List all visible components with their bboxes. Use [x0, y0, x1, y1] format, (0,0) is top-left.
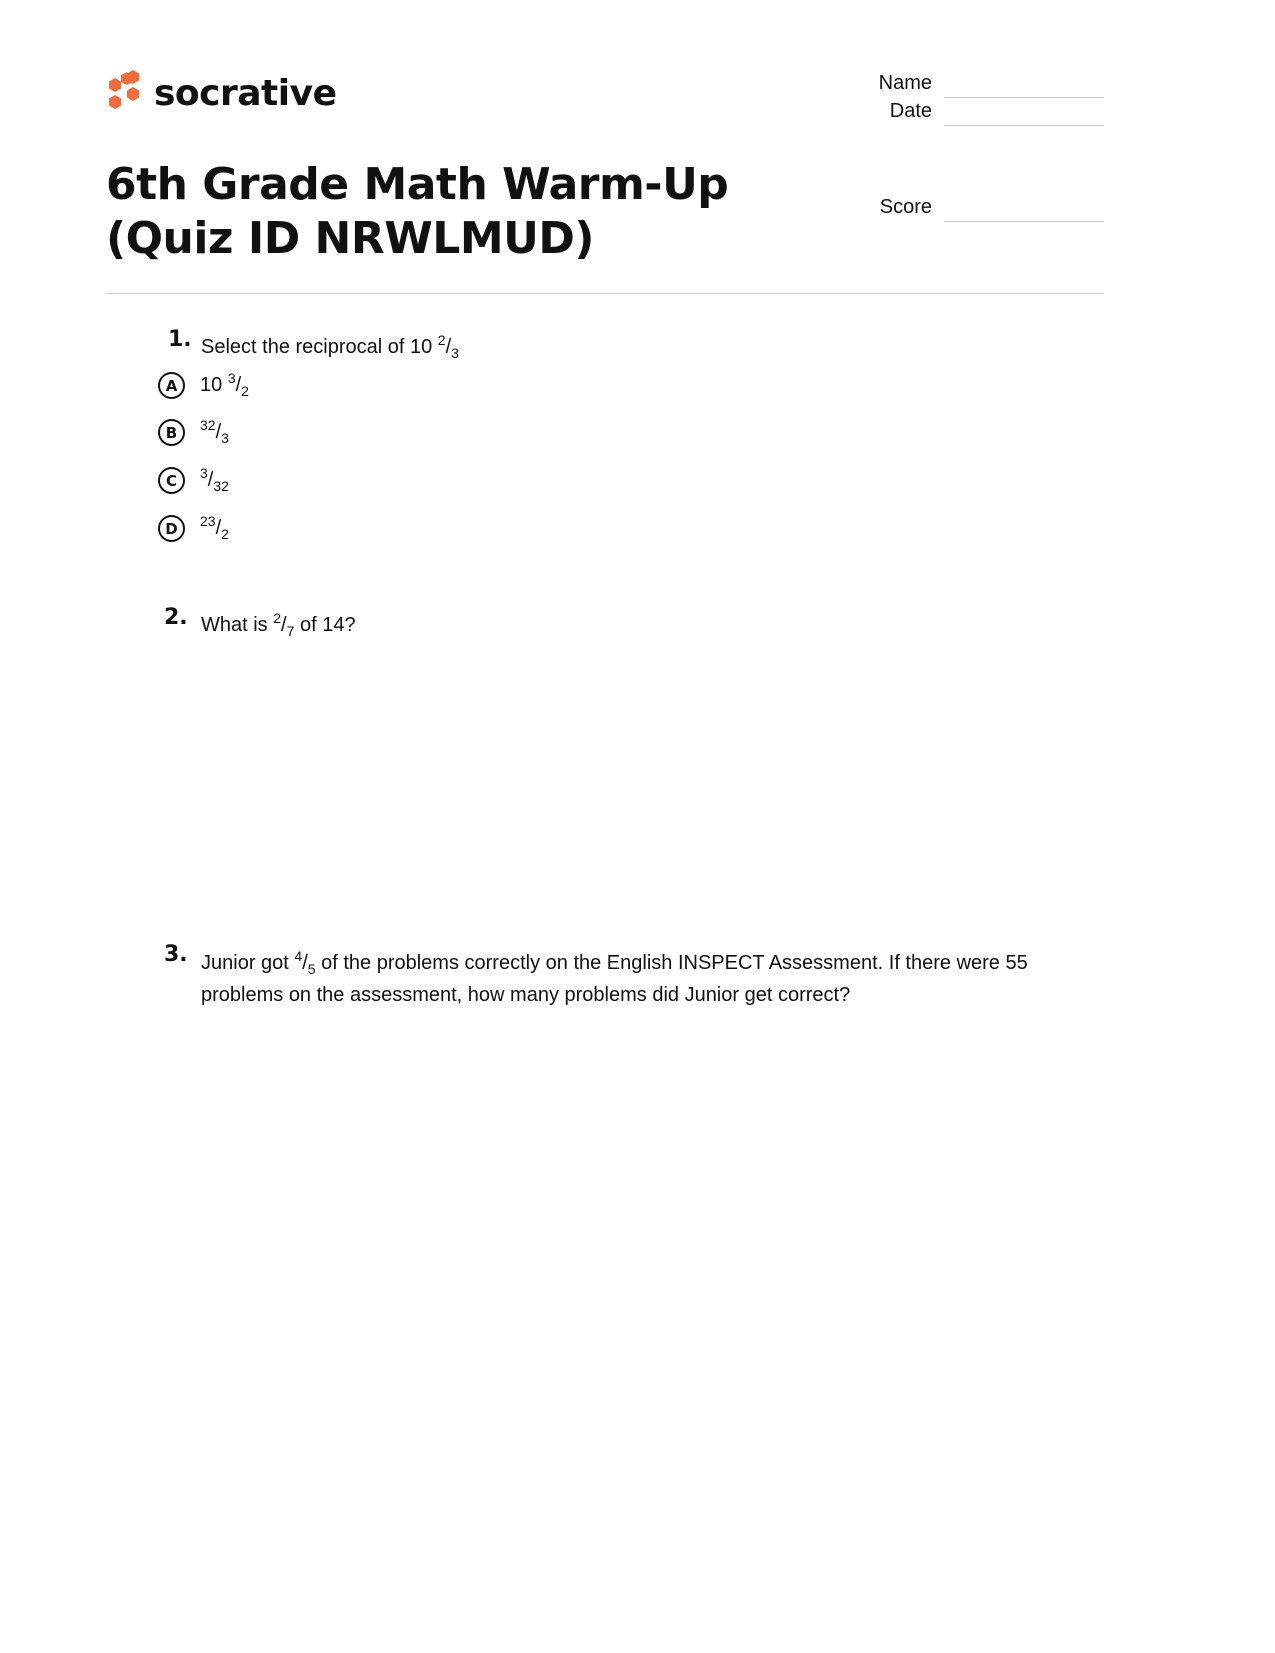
choice-bubble[interactable]: A [158, 372, 185, 399]
choice-bubble[interactable]: B [158, 419, 185, 446]
question-text-prefix: What is [201, 614, 274, 636]
date-field[interactable] [860, 100, 1105, 126]
fraction-denominator: 3 [221, 430, 229, 446]
score-label: Score [879, 196, 932, 218]
choice-text: $^{23}/_2$ [200, 513, 229, 542]
hexagon-cluster-icon [106, 70, 144, 118]
question-text-suffix: of 14? [294, 614, 356, 636]
date-line[interactable] [944, 125, 1104, 126]
fraction-numerator: 3 [200, 465, 208, 481]
choice-d[interactable] [158, 515, 229, 542]
page-title: 6th Grade Math Warm-Up (Quiz ID NRWLMUD) [106, 159, 729, 264]
question-text: Junior got $^4/_5$ of the problems correctly on the English INSPECT Assessment. If there were 55 problems on the assessment, how many problems did Junior get correct? [201, 948, 1028, 1006]
question-text: What is $^2/_7$ of 14? [201, 610, 356, 639]
question-text-suffix: of the problems correctly on the English INSPECT Assessment. If there were 55 problems on the assessment, how many problems did Junior get correct? [201, 952, 1028, 1006]
fraction-denominator: 7 [286, 623, 295, 639]
choice-c[interactable] [158, 467, 229, 494]
fraction-numerator: 4 [294, 948, 303, 964]
choice-bubble[interactable]: C [158, 467, 185, 494]
fraction-denominator: 5 [307, 961, 316, 977]
score-field[interactable] [860, 196, 1105, 222]
fraction-numerator: 3 [227, 370, 236, 386]
fraction-numerator: 32 [200, 417, 216, 433]
question-text-prefix: Junior got [201, 952, 295, 974]
choice-text: $^{32}/_3$ [200, 417, 229, 446]
fraction-numerator: 23 [200, 513, 216, 529]
choice-whole: 10 [200, 374, 228, 396]
fraction-numerator: 2 [437, 332, 446, 348]
score-line[interactable] [944, 221, 1104, 222]
choice-bubble[interactable]: D [158, 515, 185, 542]
question-number: 3. [164, 942, 188, 967]
header-divider [106, 293, 1104, 294]
fraction-denominator: 2 [241, 383, 249, 399]
fraction-denominator: 3 [451, 345, 459, 361]
question-number: 1. [168, 327, 192, 352]
question-text: Select the reciprocal of 10 $^2/_3$ [201, 332, 459, 361]
date-label: Date [889, 100, 932, 122]
choice-text: $^3/_{32}$ [200, 465, 229, 494]
name-line[interactable] [944, 97, 1104, 98]
fraction-denominator: 2 [221, 526, 229, 542]
name-field[interactable] [860, 72, 1105, 98]
choice-a[interactable] [158, 372, 249, 399]
choice-b[interactable] [158, 419, 229, 446]
socrative-logo [106, 70, 336, 118]
question-number: 2. [164, 605, 188, 630]
choice-text: 10 $^3/_2$ [200, 370, 249, 399]
name-label: Name [878, 72, 932, 94]
brand-name: socrative [154, 73, 337, 114]
question-text-prefix: Select the reciprocal of 10 [201, 336, 438, 358]
fraction-denominator: 32 [213, 478, 229, 494]
fraction-numerator: 2 [273, 610, 282, 626]
